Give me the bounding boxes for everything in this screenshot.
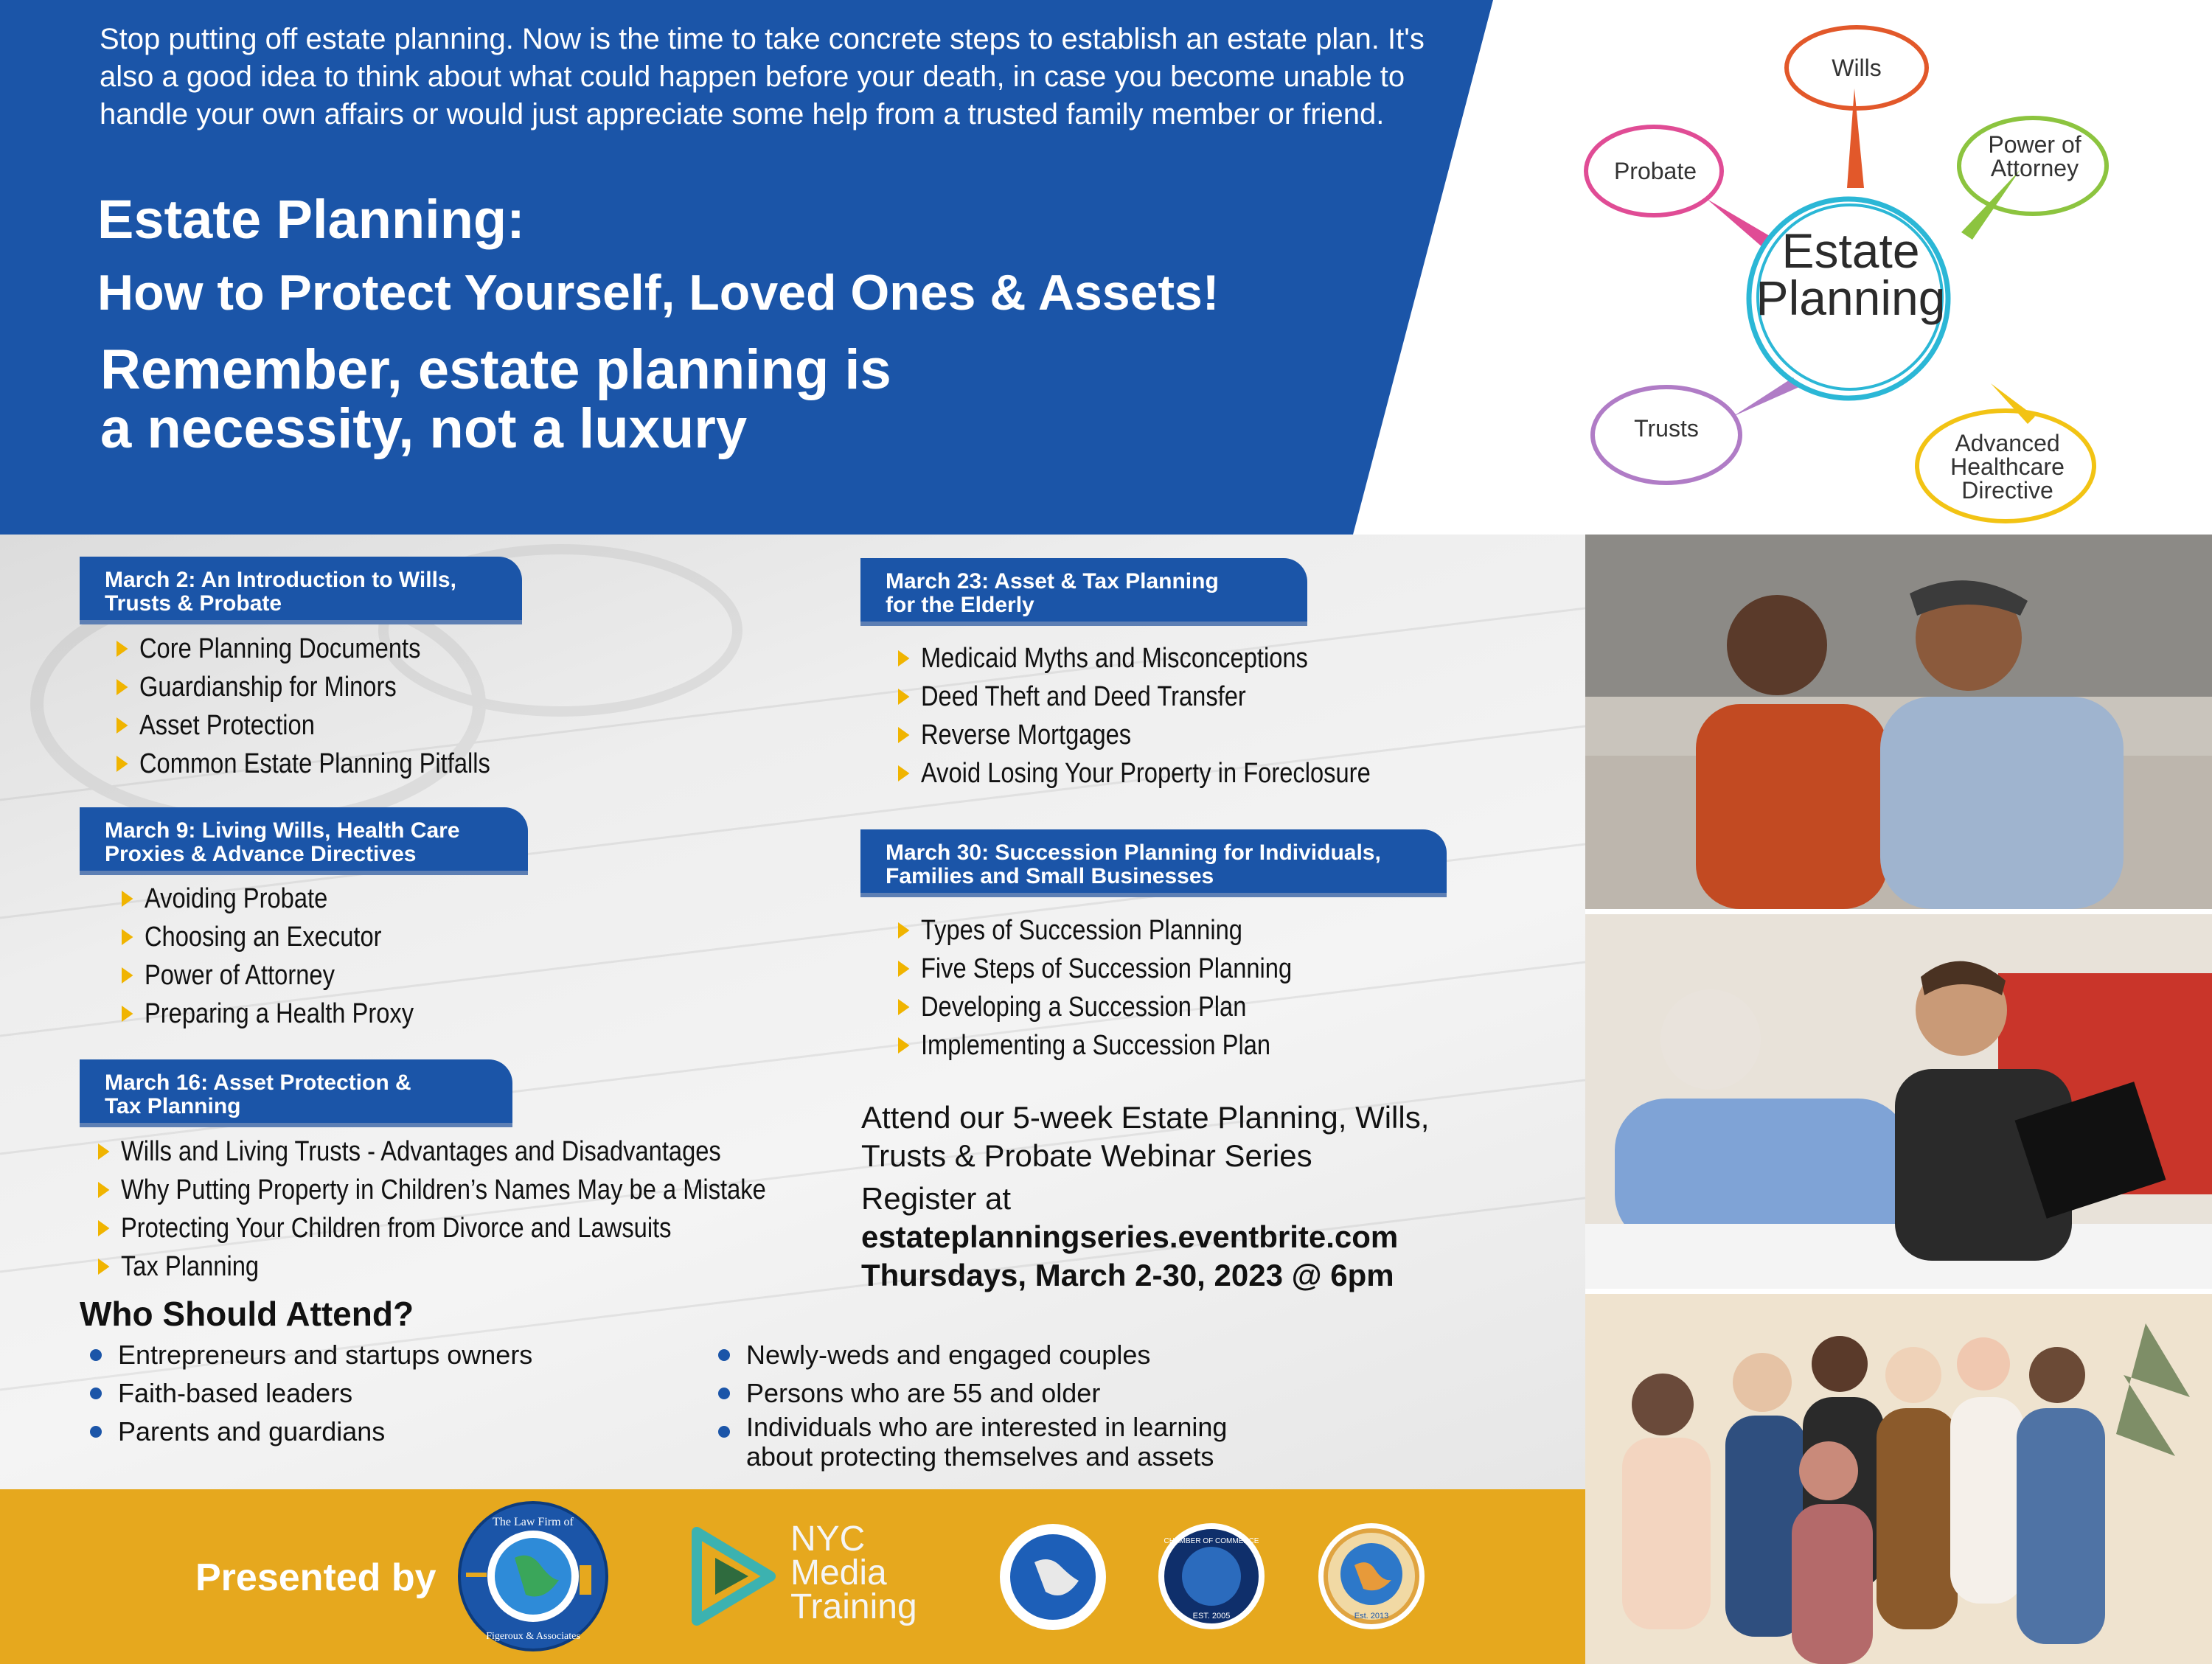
audience-item: Newly-weds and engaged couples <box>709 1336 1227 1374</box>
photo-couple <box>1585 535 2212 909</box>
topic-item: Guardianship for Minors <box>116 668 490 706</box>
diagram-label-advanced-healthcare-directive <box>1939 431 2076 502</box>
nyc-media-training-text <box>790 1519 917 1626</box>
ahd-connector <box>1991 383 2035 424</box>
triangle-bullet-icon <box>898 922 909 939</box>
session-3-title-line-1: March 16: Asset Protection & <box>105 1071 411 1095</box>
advisor-photo-icon <box>1585 914 2212 1289</box>
session-3-title-line-2: Tax Planning <box>105 1094 241 1118</box>
topic-item: Five Steps of Succession Planning <box>898 950 1292 988</box>
map-seal-logo <box>1316 1521 1427 1632</box>
wills-connector <box>1847 88 1864 188</box>
globe-icon <box>998 1522 1108 1632</box>
triangle-bullet-icon <box>122 929 133 945</box>
triangle-bullet-icon <box>898 1037 909 1054</box>
session-header-march-2 <box>80 557 522 620</box>
session-4-title-line-2: for the Elderly <box>886 593 1034 617</box>
topic-item: Why Putting Property in Children’s Names May be a Mistake <box>98 1171 766 1209</box>
page-subtitle: How to Protect Yourself, Loved Ones & Assets! <box>97 265 1220 321</box>
topic-item: Asset Protection <box>116 706 490 745</box>
map-seal-est: Est. 2013 <box>1354 1612 1389 1621</box>
estate-planning-diagram <box>1519 15 2183 523</box>
topic-item: Tax Planning <box>98 1247 766 1286</box>
ahd-line-2: Healthcare <box>1950 453 2065 480</box>
triangle-bullet-icon <box>898 961 909 977</box>
who-should-attend-heading: Who Should Attend? <box>80 1295 414 1333</box>
diagram-label-wills: Wills <box>1832 55 1882 81</box>
tagline-line-2: a necessity, not a luxury <box>100 397 748 460</box>
session-4-topics <box>898 639 1447 793</box>
topic-item: Deed Theft and Deed Transfer <box>898 678 1371 716</box>
cta-line-1: Attend our 5-week Estate Planning, Wills, <box>861 1100 1430 1135</box>
triangle-bullet-icon <box>122 891 133 907</box>
topic-item: Common Estate Planning Pitfalls <box>116 745 490 783</box>
cta-line-2: Trusts & Probate Webinar Series <box>861 1138 1312 1173</box>
audience-item: Faith-based leaders <box>81 1374 532 1413</box>
session-1-topics <box>116 630 551 783</box>
audience-item: Parents and guardians <box>81 1413 532 1451</box>
topic-item: Implementing a Succession Plan <box>898 1026 1292 1065</box>
audience-list-left <box>81 1336 532 1451</box>
starburst-bullet-icon <box>88 1386 103 1401</box>
topic-item: Developing a Succession Plan <box>898 988 1292 1026</box>
logo2-line-3: Training <box>790 1587 917 1626</box>
topic-item: Protecting Your Children from Divorce and Lawsuits <box>98 1209 766 1247</box>
tagline-line-1: Remember, estate planning is <box>100 338 891 401</box>
nyc-media-training-logo <box>686 1521 944 1639</box>
center-line-1: Estate <box>1781 223 1920 278</box>
triangle-bullet-icon <box>122 967 133 984</box>
diagram-label-probate: Probate <box>1613 158 1697 184</box>
topic-item: Reverse Mortgages <box>898 716 1371 754</box>
topic-item: Wills and Living Trusts - Advantages and Disadvantages <box>98 1132 766 1171</box>
intro-paragraph: Stop putting off estate planning. Now is the time to take concrete steps to establish an estate plan. It's also a good idea to think about what could happen before your death, in case you become unable to handle your own affairs or would just appreciate some help from a trusted family member or friend. <box>100 23 1425 130</box>
triangle-bullet-icon <box>116 756 128 772</box>
photo-advisor <box>1585 914 2212 1289</box>
triangle-bullet-icon <box>898 765 909 781</box>
session-5-title-line-2: Families and Small Businesses <box>886 864 1214 888</box>
group-photo-icon <box>1585 1294 2212 1664</box>
poa-line-1: Power of <box>1988 131 2081 158</box>
triangle-bullet-icon <box>98 1143 109 1160</box>
session-1-title-line-2: Trusts & Probate <box>105 591 282 616</box>
session-2-title-line-1: March 9: Living Wills, Health Care <box>105 818 460 843</box>
triangle-bullet-icon <box>98 1182 109 1198</box>
session-header-march-16 <box>80 1059 512 1123</box>
topic-item: Choosing an Executor <box>122 918 414 956</box>
topic-item: Types of Succession Planning <box>898 911 1292 950</box>
session-3-topics <box>98 1132 874 1286</box>
starburst-bullet-icon <box>717 1424 731 1439</box>
topic-item: Core Planning Documents <box>116 630 490 668</box>
law-firm-seal-icon <box>456 1499 611 1654</box>
chamber-text: CHAMBER OF COMMERCE <box>1164 1537 1259 1545</box>
session-2-topics <box>122 880 462 1033</box>
starburst-bullet-icon <box>717 1348 731 1362</box>
topic-item: Preparing a Health Proxy <box>122 995 414 1033</box>
starburst-bullet-icon <box>717 1386 731 1401</box>
triangle-bullet-icon <box>898 689 909 705</box>
registration-info <box>861 1099 1525 1295</box>
triangle-bullet-icon <box>116 717 128 734</box>
triangle-bullet-icon <box>98 1259 109 1275</box>
topic-item: Avoid Losing Your Property in Foreclosure <box>898 754 1371 793</box>
logo2-line-1: NYC <box>790 1519 866 1559</box>
session-5-topics <box>898 911 1356 1065</box>
logo2-line-2: Media <box>790 1553 887 1592</box>
play-button-icon <box>686 1521 782 1632</box>
audience-item: Individuals who are interested in learning about protecting themselves and assets <box>709 1413 1227 1472</box>
event-date: Thursdays, March 2-30, 2023 @ 6pm <box>861 1258 1394 1292</box>
law-firm-name-top: The Law Firm of <box>493 1516 574 1528</box>
triangle-bullet-icon <box>898 999 909 1015</box>
diagram-label-power-of-attorney <box>1974 133 2096 180</box>
world-map-seal-icon <box>1316 1521 1427 1632</box>
triangle-bullet-icon <box>898 650 909 666</box>
session-header-march-23 <box>860 558 1307 622</box>
triangle-bullet-icon <box>122 1006 133 1022</box>
diagram-label-trusts: Trusts <box>1634 415 1699 442</box>
topic-item: Power of Attorney <box>122 956 414 995</box>
poa-line-2: Attorney <box>1990 155 2079 181</box>
audience-list-right <box>709 1336 1227 1472</box>
audience-item: Persons who are 55 and older <box>709 1374 1227 1413</box>
starburst-bullet-icon <box>88 1348 103 1362</box>
ahd-line-1: Advanced <box>1955 430 2060 456</box>
triangle-bullet-icon <box>98 1220 109 1236</box>
session-5-title-line-1: March 30: Succession Planning for Individuals, <box>886 840 1381 865</box>
law-firm-name-bottom: Figeroux & Associates <box>486 1631 580 1642</box>
topic-item: Avoiding Probate <box>122 880 414 918</box>
center-line-2: Planning <box>1756 271 1946 325</box>
audience-item: Entrepreneurs and startups owners <box>81 1336 532 1374</box>
presented-by-label: Presented by <box>195 1556 437 1599</box>
cta-register-label: Register at <box>861 1181 1012 1216</box>
chamber-seal-icon <box>1156 1521 1267 1632</box>
session-1-title-line-1: March 2: An Introduction to Wills, <box>105 568 456 592</box>
couple-photo-icon <box>1585 535 2212 909</box>
chamber-est: EST. 2005 <box>1192 1612 1231 1621</box>
session-header-march-30 <box>860 829 1447 893</box>
diagram-center-label <box>1740 223 1961 325</box>
trusts-connector <box>1733 377 1799 417</box>
ahd-line-3: Directive <box>1961 477 2053 504</box>
triangle-bullet-icon <box>116 679 128 695</box>
tagline <box>100 338 985 460</box>
photo-group <box>1585 1294 2212 1664</box>
session-header-march-9 <box>80 807 528 871</box>
session-2-title-line-2: Proxies & Advance Directives <box>105 842 417 866</box>
chamber-of-commerce-logo <box>1156 1521 1267 1632</box>
law-firm-logo <box>456 1499 611 1654</box>
session-4-title-line-1: March 23: Asset & Tax Planning <box>886 569 1219 593</box>
registration-link[interactable]: estateplanningseries.eventbrite.com <box>861 1219 1399 1254</box>
topic-item: Medicaid Myths and Misconceptions <box>898 639 1371 678</box>
page-title: Estate Planning: <box>97 189 525 250</box>
starburst-bullet-icon <box>88 1424 103 1439</box>
international-chamber-logo <box>998 1522 1108 1632</box>
triangle-bullet-icon <box>898 727 909 743</box>
triangle-bullet-icon <box>116 641 128 657</box>
